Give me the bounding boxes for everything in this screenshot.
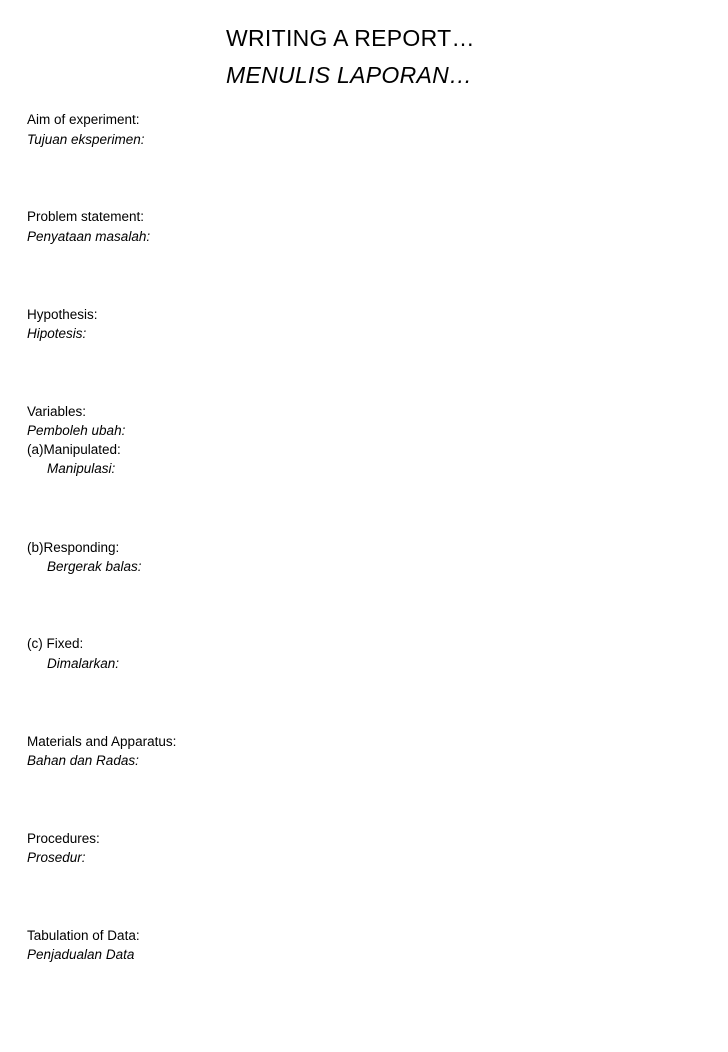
problem-statement-label-malay: Penyataan masalah: xyxy=(27,229,151,244)
hypothesis-label-malay: Hipotesis: xyxy=(27,326,87,341)
aim-label-malay: Tujuan eksperimen: xyxy=(27,132,145,147)
materials-apparatus-label-malay: Bahan dan Radas: xyxy=(27,753,139,768)
fixed-variable-label: (c) Fixed: xyxy=(27,636,84,651)
aim-label: Aim of experiment: xyxy=(27,112,140,127)
variables-label-malay: Pemboleh ubah: xyxy=(27,423,126,438)
materials-apparatus-label: Materials and Apparatus: xyxy=(27,734,177,749)
tabulation-label: Tabulation of Data: xyxy=(27,928,140,943)
responding-variable-label-malay: Bergerak balas: xyxy=(47,559,142,574)
manipulated-variable-label-malay: Manipulasi: xyxy=(47,461,116,476)
problem-statement-label: Problem statement: xyxy=(27,209,145,224)
variables-label: Variables: xyxy=(27,404,87,419)
responding-variable-label: (b)Responding: xyxy=(27,540,120,555)
report-title-english: WRITING A REPORT… xyxy=(226,25,475,51)
procedures-label-malay: Prosedur: xyxy=(27,850,86,865)
tabulation-label-malay: Penjadualan Data xyxy=(27,947,135,962)
manipulated-variable-label: (a)Manipulated: xyxy=(27,442,121,457)
report-title-malay: MENULIS LAPORAN… xyxy=(226,62,473,88)
hypothesis-label: Hypothesis: xyxy=(27,307,98,322)
fixed-variable-label-malay: Dimalarkan: xyxy=(47,656,120,671)
procedures-label: Procedures: xyxy=(27,831,100,846)
